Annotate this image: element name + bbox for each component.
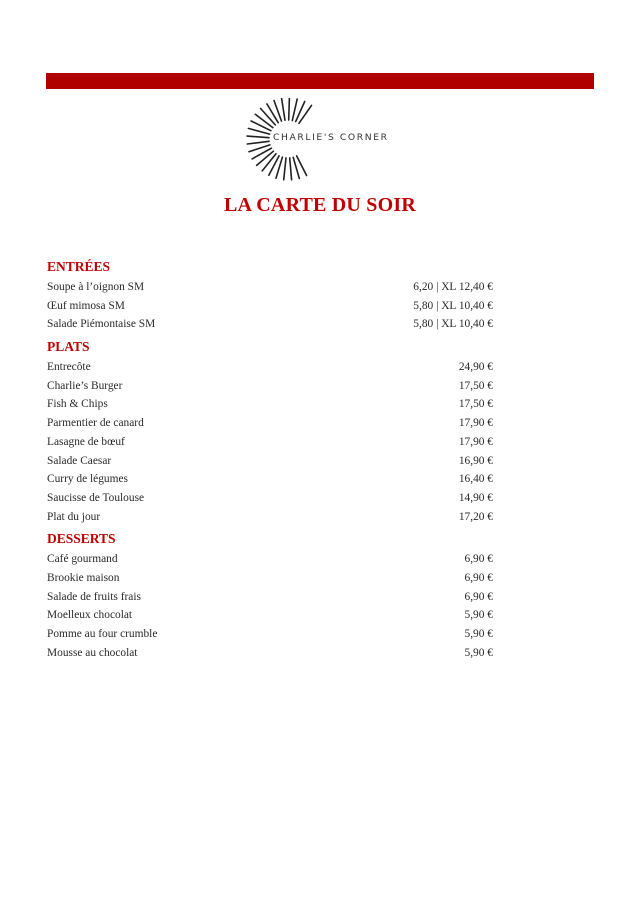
item-price: 17,50 €	[458, 379, 493, 392]
item-price: 17,90 €	[458, 435, 493, 448]
menu-item	[47, 550, 493, 569]
section-title: ENTRÉES	[47, 259, 111, 274]
item-name: Mousse au chocolat	[47, 646, 138, 659]
item-name: Curry de légumes	[47, 473, 128, 486]
item-price: 5,90 €	[464, 609, 493, 622]
item-price: 16,90 €	[458, 454, 493, 467]
item-price: 6,90 €	[464, 571, 493, 584]
menu-item	[47, 278, 493, 297]
item-name: Plat du jour	[47, 510, 101, 523]
item-price: 17,90 €	[458, 417, 493, 430]
item-price: 6,20 | XL 12,40 €	[413, 281, 493, 293]
item-name: Entrecôte	[47, 361, 91, 374]
item-price: 16,40 €	[458, 473, 493, 486]
item-price: 5,80 | XL 10,40 €	[413, 299, 493, 312]
section-title: PLATS	[47, 339, 90, 355]
menu-item	[47, 358, 493, 377]
header-bar	[46, 73, 594, 89]
item-price: 17,20 €	[458, 510, 493, 523]
menu-item	[47, 470, 493, 489]
item-name: Moelleux chocolat	[47, 609, 133, 622]
logo	[246, 98, 396, 182]
menu-item	[47, 433, 493, 452]
menu-item	[47, 377, 493, 396]
logo-text: CHARLIE'S CORNER	[273, 132, 389, 143]
item-name: Café gourmand	[47, 553, 118, 566]
item-price: 14,90 €	[458, 491, 493, 504]
item-name: Charlie’s Burger	[47, 379, 123, 392]
item-name: Fish & Chips	[47, 398, 108, 411]
item-name: Œuf mimosa SM	[47, 299, 125, 312]
item-price: 5,90 €	[464, 628, 493, 640]
item-name: Brookie maison	[47, 571, 120, 584]
item-price: 5,80 | XL 10,40 €	[413, 318, 493, 331]
item-name: Lasagne de bœuf	[47, 435, 125, 448]
section-desserts	[47, 528, 493, 662]
menu-item	[47, 452, 493, 471]
menu-item	[47, 297, 493, 316]
item-name: Soupe à l’oignon SM	[47, 281, 145, 293]
menu-item	[47, 644, 493, 663]
menu-item	[47, 569, 493, 588]
section-entrees	[47, 256, 493, 334]
item-price: 24,90 €	[458, 361, 493, 374]
menu-item	[47, 606, 493, 625]
item-name: Salade Piémontaise SM	[47, 318, 156, 331]
page-title: LA CARTE DU SOIR	[224, 194, 416, 216]
item-name: Salade de fruits frais	[47, 590, 141, 603]
item-price: 5,90 €	[464, 646, 493, 659]
item-name: Parmentier de canard	[47, 417, 144, 430]
menu	[47, 256, 493, 664]
item-name: Pomme au four crumble	[47, 628, 158, 640]
menu-item	[47, 395, 493, 414]
menu-item	[47, 625, 493, 644]
item-price: 17,50 €	[458, 398, 493, 411]
section-title: DESSERTS	[47, 531, 116, 547]
menu-item	[47, 588, 493, 607]
item-name: Saucisse de Toulouse	[47, 491, 145, 504]
section-plats	[47, 336, 493, 526]
menu-item	[47, 508, 493, 527]
item-price: 6,90 €	[464, 553, 493, 566]
menu-item	[47, 315, 493, 334]
item-name: Salade Caesar	[47, 454, 112, 467]
item-price: 6,90 €	[464, 590, 493, 603]
menu-item	[47, 414, 493, 433]
menu-item	[47, 489, 493, 508]
